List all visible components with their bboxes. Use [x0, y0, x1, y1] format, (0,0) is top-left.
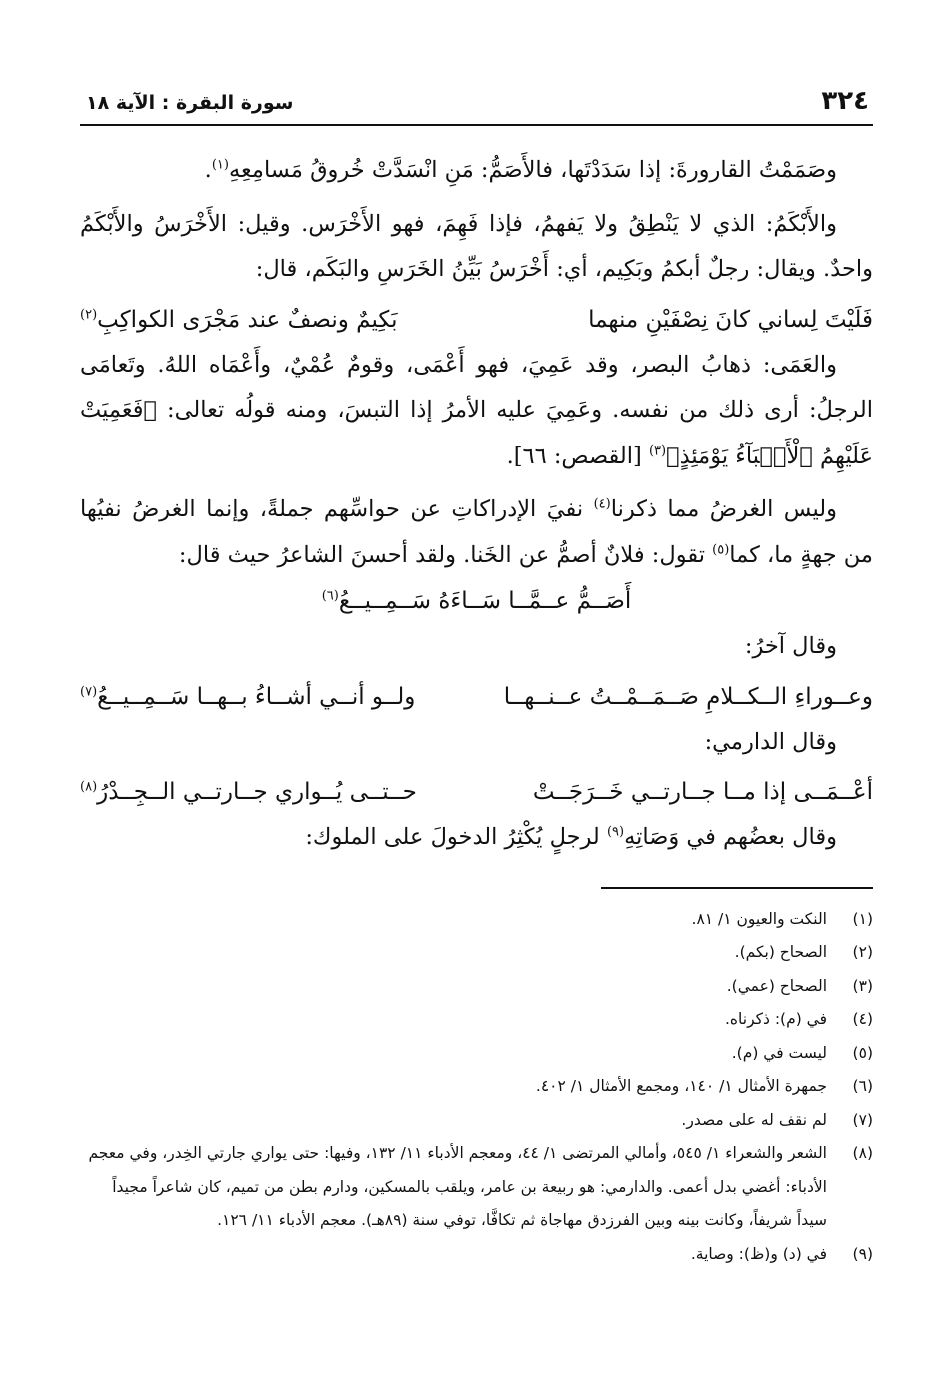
footnote-text: الصحاح (بكم).	[734, 943, 827, 961]
footnote	[80, 1070, 873, 1104]
footnote-text: لم نقف له على مصدر.	[681, 1110, 827, 1129]
footnote-ref: (٦)	[321, 588, 339, 604]
verse-first-hemistich: أعْــمَــى إذا مــا جــارتــي خَــرَجَــتْ	[532, 779, 873, 805]
footnote	[80, 1003, 873, 1037]
running-header	[80, 80, 873, 126]
verse-second-hemistich: بَكِيمٌ ونصفٌ عند مَجْرَى الكواكِبِ$^{(٢)}$	[80, 306, 398, 333]
footnote	[80, 1104, 873, 1138]
footnote-number: (٤)	[852, 1010, 873, 1028]
footnote-ref: (٥)	[712, 542, 730, 557]
footnote-ref: (١)	[211, 157, 229, 173]
paragraph: وصَمَمْتُ القارورةَ: إذا سَدَدْتَها، فالأَصَمُّ: مَنِ انْسَدَّتْ خُروقُ مَسامِعِهِ$^{(١)}$.	[204, 157, 837, 183]
footnote	[80, 1137, 873, 1238]
footnote-text: في (م): ذكرناه.	[724, 1010, 827, 1028]
footnote	[80, 1238, 873, 1272]
footnote-number: (٧)	[852, 1110, 873, 1129]
footnote-ref: (٤)	[593, 496, 611, 512]
paragraph: والعَمَى: ذهابُ البصر، وقد عَمِيَ، فهو أَعْمَى، وقومٌ عُمْيٌ، وأَعْمَاه اللهُ. وتَعامَى الرجلُ: أرى ذلك من نفسه. وعَمِيَ عليه الأمرُ إذا التبسَ، ومنه قولُه تعالى: ﴿فَعَمِيَتْ عَلَيْهِمُ ٱلْأَنۢبَآءُ يَوْمَئِذٍ﴾$^{(٣)}$ [القصص: ٦٦].	[80, 351, 873, 469]
footnote-number: (٩)	[852, 1244, 873, 1263]
footnote-ref: (٨)	[80, 779, 98, 795]
footnote-ref: (٩)	[606, 824, 625, 840]
footnote-text: الصحاح (عمي).	[726, 976, 827, 995]
footnote-separator	[601, 887, 873, 889]
footnote-number: (٦)	[852, 1077, 873, 1095]
verse-second-hemistich: ولــو أنــي أشــاءُ بــهــا سَــمِــيــعُ$^{(٧)}$	[80, 683, 416, 710]
verse-line	[80, 297, 873, 343]
footnote-text: في (د) و(ظ): وصاية.	[690, 1244, 827, 1263]
footnote-text: جمهرة الأمثال ١/ ١٤٠، ومجمع الأمثال ١/ ٤٠٢.	[535, 1077, 827, 1095]
paragraph: وقال بعضُهم في وَصَاتِهِ$^{(٩)}$ لرجلٍ يُكْثِرُ الدخولَ على الملوك:	[305, 824, 837, 850]
footnote-text: ليست في (م).	[731, 1043, 827, 1062]
page-number: ٣٢٤	[821, 86, 869, 116]
footnotes	[80, 903, 873, 1272]
footnote	[80, 970, 873, 1004]
footnote-text: الشعر والشعراء ١/ ٥٤٥، وأمالي المرتضى ١/ ٤٤، ومعجم الأدباء ١١/ ١٣٢، وفيها: حتى يواري جارتي الخِدر، وفي معجم الأدباء: أغضي بدل أعمى. والدارمي: هو ربيعة بن عامر، ويلقب بالمسكين، ودارم بطن من تميم، كان شاعراً مجيداً سيداً شريفاً، وكانت بينه وبين الفرزدق مهاجاة ثم تكافَّا، توفي سنة (٨٩هـ). معجم الأدباء ١١/ ١٢٦.	[88, 1144, 827, 1229]
footnote	[80, 903, 873, 937]
paragraph: وقال آخرُ:	[744, 633, 837, 659]
footnote-number: (١)	[852, 909, 873, 928]
paragraph: وليس الغرضُ مما ذكرنا$^{(٤)}$ نفيَ الإدراكاتِ عن حواسِّهم جملةً، وإنما الغرضُ نفيُها من جهةٍ ما، كما$^{(٥)}$ تقول: فلانٌ أصمُّ عن الخَنا. ولقد أحسنَ الشاعرُ حيث قال:	[80, 496, 873, 568]
paragraph: وقال الدارمي:	[704, 728, 837, 755]
footnote-text: النكت والعيون ١/ ٨١.	[691, 909, 827, 928]
main-text	[80, 148, 873, 861]
verse-first-hemistich: فَلَيْتَ لِساني كانَ نِصْفَيْنِ منهما	[588, 306, 873, 333]
verse-centered: أَصَــمُّ عــمَّــا سَــاءَهُ سَــمِــيــعُ$^{(٦)}$	[321, 588, 632, 614]
footnote-number: (٥)	[852, 1043, 873, 1062]
footnote	[80, 1037, 873, 1071]
footnote-number: (٢)	[852, 943, 873, 961]
footnote-number: (٨)	[852, 1144, 873, 1162]
book-page	[80, 80, 873, 1271]
verse-first-hemistich: وعــوراءِ الــكــلامِ صَــمَــمْــتُ عــنــهــا	[503, 683, 873, 710]
paragraph: والأَبْكَمُ: الذي لا يَنْطِقُ ولا يَفهمُ، فإذا فَهِمَ، فهو الأَخْرَس. وقيل: الأَخْرَسُ والأَبْكَمُ واحدٌ. ويقال: رجلٌ أبكمُ وبَكِيم، أي: أَخْرَسُ بَيِّنُ الخَرَسِ والبَكَم، قال:	[80, 210, 873, 282]
verse-line	[80, 769, 873, 815]
footnote-ref: (٢)	[80, 306, 98, 322]
verse-line	[80, 674, 873, 720]
footnote	[80, 936, 873, 970]
footnote-ref: (٣)	[648, 443, 667, 458]
verse-second-hemistich: حــتــى يُــواري جــارتــي الــجِــدْرُ$^{(٨)}$	[80, 779, 417, 805]
header-title: سورة البقرة : الآية ١٨	[86, 92, 294, 114]
footnote-number: (٣)	[852, 976, 873, 995]
footnote-ref: (٧)	[80, 683, 98, 699]
